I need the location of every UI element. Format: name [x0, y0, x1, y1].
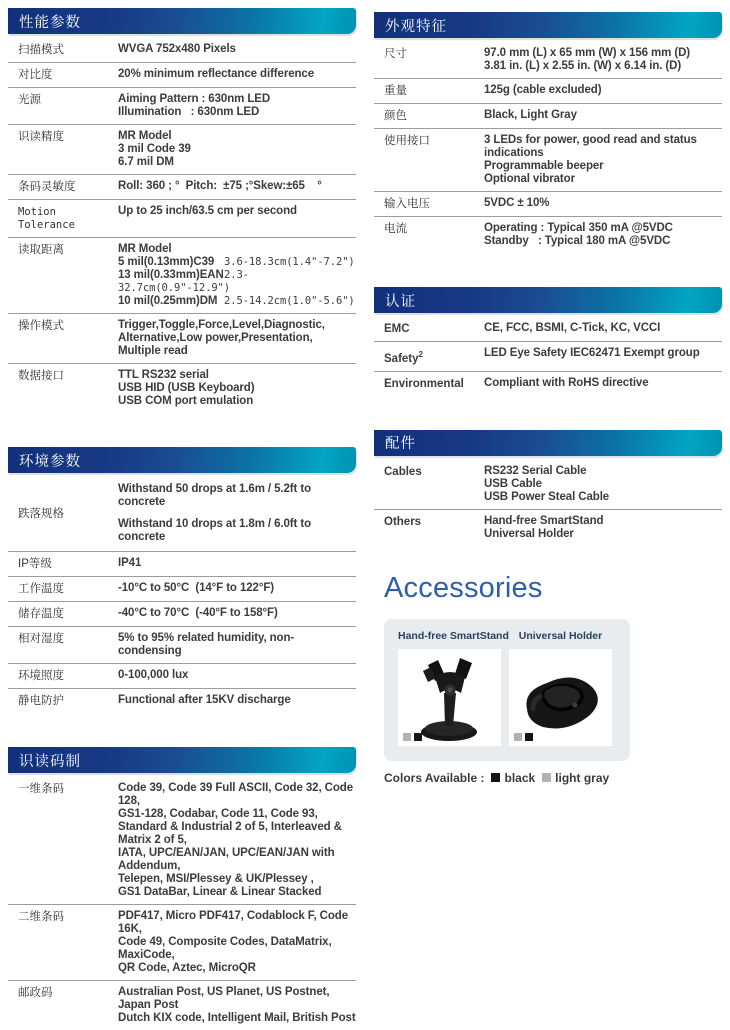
- spec-row: [374, 42, 722, 78]
- spec-label: 输入电压: [384, 198, 430, 210]
- section-accessory-list: [374, 430, 722, 546]
- spec-label: 邮政码: [18, 987, 53, 999]
- spec-value: [118, 243, 356, 308]
- spec-value-line: 97.0 mm (L) x 65 mm (W) x 156 mm (D): [484, 47, 691, 59]
- spec-label: 对比度: [18, 69, 53, 81]
- spec-label: 条码灵敏度: [18, 181, 76, 193]
- section-certification: [374, 287, 722, 396]
- spec-value-line: Withstand 10 drops at 1.8m / 6.0ft to concrete: [118, 518, 315, 543]
- spec-value-line: IATA, UPC/EAN/JAN, UPC/EAN/JAN with Addendum,: [118, 847, 338, 872]
- spec-value-line: MR Model: [118, 243, 172, 255]
- section-header-symbologies: [8, 747, 356, 773]
- spec-label: 使用接口: [384, 135, 430, 147]
- spec-label: 数据接口: [18, 370, 64, 382]
- color-option-swatch: [491, 773, 500, 782]
- spec-label: 跌落规格: [18, 507, 64, 520]
- spec-value: [484, 47, 722, 73]
- section-header-performance: [8, 8, 356, 34]
- section-performance: [8, 8, 356, 413]
- spec-rows: [374, 460, 722, 546]
- spec-value-line: Universal Holder: [484, 527, 574, 540]
- spec-value: [118, 582, 356, 596]
- spec-label: 工作温度: [18, 583, 64, 595]
- spec-row: [8, 576, 356, 601]
- spec-value-line: 125g (cable excluded): [484, 84, 602, 96]
- spec-row: [374, 103, 722, 128]
- spec-value-line: WVGA 752x480 Pixels: [118, 43, 236, 55]
- spec-row: [8, 904, 356, 980]
- spec-value: [118, 986, 356, 1025]
- spec-size-name: 5 mil(0.13mm)C39: [118, 256, 215, 268]
- spec-value-line: Code 39, Code 39 Full ASCII, Code 32, Code 128,: [118, 782, 357, 807]
- spec-value: [118, 43, 356, 57]
- smartstand-illustration: [398, 649, 501, 746]
- spec-label: Safety$^2$: [384, 350, 423, 365]
- spec-row: [8, 688, 356, 713]
- spec-value-line: 5% to 95% related humidity, non-condensing: [118, 632, 295, 657]
- spec-value-line: Up to 25 inch/63.5 cm per second: [118, 205, 297, 217]
- spec-value-line: 0-100,000 lux: [118, 669, 189, 681]
- spec-label: Motion Tolerance: [18, 206, 75, 231]
- spec-value-line: RS232 Serial Cable: [484, 464, 587, 477]
- spec-label: Others: [384, 515, 422, 528]
- spec-value-line: LED Eye Safety IEC62471 Exempt group: [484, 347, 700, 359]
- spec-value-line: Trigger,Toggle,Force,Level,Diagnostic,: [118, 319, 325, 331]
- spec-row: [374, 128, 722, 191]
- spec-value: [484, 347, 722, 366]
- spec-value: [118, 369, 356, 408]
- colors-available-caption: [384, 771, 722, 785]
- smartstand-image: [398, 649, 501, 746]
- accessories-showcase: [374, 572, 722, 785]
- left-column: [8, 8, 357, 1024]
- spec-range: 3.6-18.3cm(1.4"-7.2"): [224, 256, 355, 268]
- section-title: 识读码制: [19, 753, 81, 770]
- spec-label: 一维条码: [18, 783, 64, 795]
- spec-value: [484, 134, 722, 186]
- spec-value-line: Code 49, Composite Codes, DataMatrix, MaxiCode,: [118, 936, 335, 961]
- spec-label: EMC: [384, 323, 410, 335]
- spec-rows: [374, 42, 722, 253]
- color-option-swatch: [542, 773, 551, 782]
- spec-row: [374, 371, 722, 396]
- spec-row: [8, 313, 356, 363]
- spec-row: [374, 460, 722, 509]
- spec-value-line: Aiming Pattern : 630nm LED: [118, 93, 271, 105]
- spec-value-line: [118, 256, 356, 269]
- section-title: 性能参数: [19, 14, 81, 31]
- holder-image: [509, 649, 612, 746]
- spec-row: [374, 216, 722, 253]
- spec-value: [118, 483, 356, 544]
- spec-row: [374, 78, 722, 103]
- spec-label: 光源: [18, 94, 41, 106]
- label-superscript: 2: [418, 350, 423, 359]
- spec-value-line: -10°C to 50°C (14°F to 122°F): [118, 582, 274, 594]
- spec-value: [118, 180, 356, 194]
- colors-available-label: Colors Available :: [384, 770, 485, 785]
- spec-rows: [374, 317, 722, 396]
- spec-row: [8, 477, 356, 551]
- spec-label: 操作模式: [18, 320, 64, 332]
- section-physical: [374, 12, 722, 253]
- spec-value: [118, 669, 356, 683]
- spec-rows: [8, 477, 356, 713]
- spec-value-line: -40°C to 70°C (-40°F to 158°F): [118, 607, 278, 619]
- spec-label: 读取距离: [18, 244, 64, 256]
- spec-value: [118, 68, 356, 82]
- spec-value-line: Withstand 50 drops at 1.6m / 5.2ft to concrete: [118, 483, 315, 508]
- spec-value-line: USB COM port emulation: [118, 395, 254, 407]
- spec-label: 尺寸: [384, 48, 407, 60]
- spec-label: 环境照度: [18, 670, 64, 682]
- spec-value-line: USB HID (USB Keyboard): [118, 382, 255, 394]
- spec-value: [118, 130, 356, 169]
- holder-color-swatches: [514, 733, 533, 741]
- spec-value: [484, 109, 722, 123]
- section-header-physical: [374, 12, 722, 38]
- spec-value-line: Hand-free SmartStand: [484, 514, 604, 527]
- black-swatch: [414, 733, 422, 741]
- spec-value-line: Programmable beeper: [484, 160, 604, 172]
- spec-value-line: Roll: 360 ; ° Pitch: ±75 ;°Skew:±65 °: [118, 180, 322, 192]
- right-column: [374, 12, 722, 851]
- spec-value-line: Optional vibrator: [484, 173, 575, 185]
- spec-row: [374, 317, 722, 341]
- spec-value-line: Functional after 15KV discharge: [118, 694, 291, 706]
- accessories-heading: Accessories: [384, 571, 543, 604]
- spec-row: [8, 199, 356, 237]
- accessory-item-label: Universal Holder: [518, 629, 603, 642]
- spec-label: 储存温度: [18, 608, 64, 620]
- spec-label: 二维条码: [18, 911, 64, 923]
- spec-value: [484, 84, 722, 98]
- light-gray-swatch: [514, 733, 522, 741]
- spec-value-line: Alternative,Low power,Presentation,: [118, 332, 313, 344]
- spec-label: 扫描模式: [18, 44, 64, 56]
- spec-label: Cables: [384, 465, 422, 478]
- spec-value-line: MR Model: [118, 130, 172, 142]
- section-environment: [8, 447, 356, 713]
- spec-row: [374, 191, 722, 216]
- spec-row: [8, 663, 356, 688]
- spec-row: [374, 509, 722, 546]
- spec-value: [484, 197, 722, 211]
- spec-value: [484, 515, 722, 541]
- spec-value-line: 3 LEDs for power, good read and status indications: [484, 134, 700, 159]
- spec-label: 相对湿度: [18, 633, 64, 645]
- spec-rows: [8, 38, 356, 413]
- spec-value-line: USB Power Steal Cable: [484, 490, 610, 503]
- section-title: 认证: [385, 293, 416, 310]
- spec-value-line: Australian Post, US Planet, US Postnet, Japan Post: [118, 986, 333, 1011]
- spec-value-line: Standby : Typical 180 mA @5VDC: [484, 235, 671, 247]
- spec-value: [118, 93, 356, 119]
- spec-row: [8, 62, 356, 87]
- spec-label: 电流: [384, 223, 407, 235]
- spec-value-line: CE, FCC, BSMI, C-Tick, KC, VCCI: [484, 322, 661, 334]
- spec-value-line: [118, 295, 356, 308]
- light-gray-swatch: [403, 733, 411, 741]
- spec-value: [484, 222, 722, 248]
- spec-value-line: 3 mil Code 39: [118, 143, 191, 155]
- spec-label: 识读精度: [18, 131, 64, 143]
- spec-row: [8, 363, 356, 413]
- spec-value-line: 20% minimum reflectance difference: [118, 68, 315, 80]
- spec-size-name: 10 mil(0.25mm)DM: [118, 295, 218, 307]
- spec-value: [484, 322, 722, 336]
- right-spec-sections: [374, 12, 722, 546]
- spec-value: [118, 694, 356, 708]
- section-header-accessory-list: [374, 430, 722, 456]
- holder-illustration: [509, 649, 612, 746]
- spec-value: [118, 910, 356, 975]
- spec-value-line: Black, Light Gray: [484, 109, 577, 121]
- spec-label: 静电防护: [18, 695, 64, 707]
- spec-value-line: Telepen, MSI/Plessey & UK/Plessey ,: [118, 873, 314, 885]
- spec-value: [118, 782, 356, 899]
- spec-value-line: TTL RS232 serial: [118, 369, 209, 381]
- spec-row: [374, 341, 722, 371]
- spec-value: [118, 607, 356, 621]
- spec-value-line: Compliant with RoHS directive: [484, 376, 649, 389]
- spec-value-line: 6.7 mil DM: [118, 156, 174, 168]
- spec-label: IP等级: [18, 558, 52, 570]
- spec-row: [8, 777, 356, 904]
- spec-value-line: IP41: [118, 557, 142, 569]
- spec-row: [8, 551, 356, 576]
- spec-value-line: 3.81 in. (L) x 2.55 in. (W) x 6.14 in. (D): [484, 60, 682, 72]
- spec-range: 2.3-32.7cm(0.9"-12.9"): [118, 269, 249, 294]
- spec-rows: [8, 777, 356, 1030]
- spec-value-line: GS1-128, Codabar, Code 11, Code 93,: [118, 808, 318, 820]
- black-swatch: [525, 733, 533, 741]
- spec-value-line: QR Code, Aztec, MicroQR: [118, 962, 256, 974]
- accessories-panel: [384, 619, 630, 761]
- spec-value: [118, 319, 356, 358]
- spec-row: [8, 38, 356, 62]
- accessory-item-label: Hand-free SmartStand: [398, 629, 509, 642]
- spec-value: [484, 377, 722, 391]
- spec-range: 2.5-14.2cm(1.0"-5.6"): [224, 295, 355, 307]
- spec-value-line: Operating : Typical 350 mA @5VDC: [484, 222, 673, 234]
- section-header-environment: [8, 447, 356, 473]
- color-option-name: black: [504, 770, 536, 785]
- spec-value-line: GS1 DataBar, Linear & Linear Stacked: [118, 886, 322, 898]
- spec-value-line: Multiple read: [118, 345, 188, 357]
- section-header-certification: [374, 287, 722, 313]
- spec-value: [118, 632, 356, 658]
- spec-label: 颜色: [384, 110, 407, 122]
- section-title: 外观特征: [385, 18, 447, 35]
- spec-value-line: USB Cable: [484, 477, 542, 490]
- spec-row: [8, 601, 356, 626]
- spec-row: [8, 174, 356, 199]
- spec-value-line: 5VDC ± 10%: [484, 197, 550, 209]
- spec-value-line: Standard & Industrial 2 of 5, Interleaved & Matrix 2 of 5,: [118, 821, 345, 846]
- section-symbologies: [8, 747, 356, 1030]
- spec-value-line: Illumination : 630nm LED: [118, 106, 260, 118]
- smartstand-color-swatches: [403, 733, 422, 741]
- spec-row: [8, 626, 356, 663]
- spec-size-name: 13 mil(0.33mm)EAN: [118, 269, 224, 281]
- spec-row: [8, 237, 356, 313]
- spec-row: [8, 124, 356, 174]
- spec-value-line: PDF417, Micro PDF417, Codablock F, Code 16K,: [118, 910, 352, 935]
- spec-value-line: [118, 269, 356, 295]
- spec-row: [8, 87, 356, 124]
- spec-label: 重量: [384, 85, 407, 97]
- spec-label: Environmental: [384, 377, 464, 390]
- spec-value: [118, 205, 356, 232]
- section-title: 配件: [385, 436, 416, 453]
- accessory-item-smartstand: [398, 629, 509, 746]
- accessory-item-holder: [509, 630, 612, 746]
- section-title: 环境参数: [19, 453, 81, 470]
- spec-row: [8, 980, 356, 1030]
- spec-value-line: Dutch KIX code, Intelligent Mail, British Post: [118, 1012, 356, 1024]
- color-option-name: light gray: [555, 770, 610, 785]
- spec-value: [484, 465, 722, 504]
- spec-value: [118, 557, 356, 571]
